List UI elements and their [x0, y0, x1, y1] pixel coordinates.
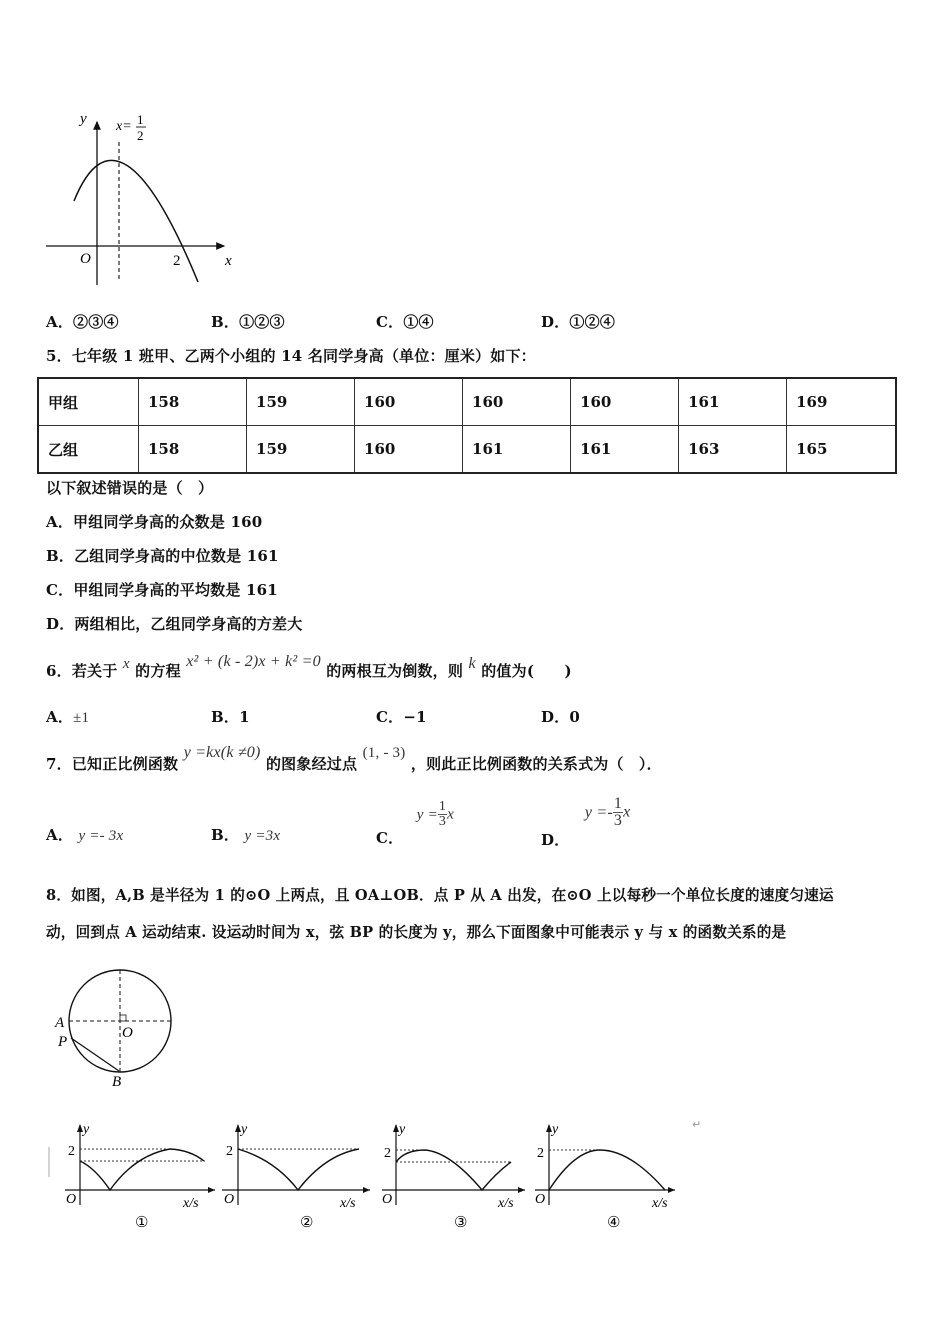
q4-axis-den: 2 [137, 128, 144, 143]
q6-option-c[interactable] [376, 706, 427, 727]
option-label: B． [211, 826, 240, 844]
option-label: A． [46, 313, 74, 331]
label-o: O [122, 1025, 133, 1041]
option-text: y =- 3x [78, 828, 124, 844]
q8-graph-4[interactable] [530, 1115, 680, 1235]
q6-equation: x² + (k - 2)x + k² =0 [186, 653, 321, 670]
option-label: A． [46, 513, 74, 531]
fraction-num: 1 [613, 795, 623, 812]
option-text: y =3x [244, 828, 281, 844]
q6-option-b[interactable] [211, 706, 250, 727]
q4-root-label: 2 [173, 253, 181, 269]
q7-option-d[interactable] [541, 795, 631, 849]
graph-origin-label: O [224, 1192, 235, 1207]
option-label: D． [541, 313, 570, 331]
q4-option-a[interactable] [46, 311, 119, 332]
label-b: B [112, 1074, 122, 1090]
label-p: P [58, 1034, 68, 1050]
q6-var-k: k [468, 655, 476, 672]
q4-option-b[interactable] [211, 311, 285, 332]
q6-var-x: x [122, 656, 130, 672]
table-cell: 160 [355, 426, 463, 474]
fraction-num: 1 [438, 799, 447, 814]
option-label: A． [46, 708, 74, 726]
q8-graph-1[interactable] [40, 1115, 215, 1235]
q8-stem-line1: 8．如图，A,B 是半径为 1 的⊙O 上两点，且 OA⊥OB．点 P 从 A 出发，在⊙O 上以每秒一个单位长度的速度匀速运 [46, 887, 834, 904]
option-text: −1 [403, 708, 427, 726]
table-cell: 165 [787, 426, 896, 474]
table-cell: 159 [247, 426, 355, 474]
option-label: D． [541, 708, 570, 726]
q4-parabola-figure [40, 105, 240, 285]
option-text: 甲组同学身高的平均数是 161 [73, 581, 278, 599]
graph-y-label: y [83, 1122, 90, 1137]
option-text: ②③④ [73, 313, 119, 331]
q4-x-label: x [225, 253, 232, 269]
option-text: ±1 [73, 710, 90, 726]
graph-y-label: y [399, 1122, 406, 1137]
table-cell: 161 [571, 426, 679, 474]
table-cell: 158 [139, 426, 247, 474]
option-label: A． [46, 826, 74, 844]
q7-option-c[interactable] [376, 799, 454, 847]
graph-id-label: ① [135, 1215, 149, 1231]
graph-x-label: x/s [340, 1196, 356, 1211]
fraction-den: 3 [438, 814, 447, 829]
q8-stem-line2: 动，回到点 A 运动结束. 设运动时间为 x，弦 BP 的长度为 y，那么下面图象中可能表示 y 与 x 的函数关系的是 [46, 924, 787, 941]
q5-height-table [37, 377, 897, 474]
table-cell: 163 [679, 426, 787, 474]
graph-tick-label: 2 [384, 1146, 391, 1161]
option-text: 1 [239, 708, 250, 726]
q4-y-label: y [80, 111, 87, 127]
table-cell-group: 乙组 [38, 426, 139, 474]
graph-tick-label: 2 [68, 1144, 75, 1159]
fraction [438, 800, 447, 829]
q6-option-d[interactable] [541, 706, 580, 727]
table-cell: 160 [355, 378, 463, 426]
fraction [613, 796, 623, 829]
table-row [38, 378, 896, 426]
option-prefix: y =- [584, 803, 613, 821]
table-cell-group: 甲组 [38, 378, 139, 426]
table-cell: 161 [679, 378, 787, 426]
q5-question: 以下叙述错误的是（ ） [46, 479, 214, 497]
table-cell: 160 [463, 378, 571, 426]
q5-option-b[interactable] [46, 545, 279, 566]
graph-id-label: ③ [454, 1215, 468, 1231]
q4-option-c[interactable] [376, 311, 434, 332]
graph-x-label: x/s [498, 1196, 514, 1211]
option-text: 乙组同学身高的中位数是 161 [74, 547, 279, 565]
q7-option-b[interactable] [211, 824, 280, 845]
q6-stem [46, 653, 572, 681]
q7-function: y =kx(k ≠0) [183, 744, 261, 761]
option-text: ①②③ [239, 313, 285, 331]
q4-axis-line-label: x= [116, 119, 132, 134]
option-label: C． [376, 708, 404, 726]
option-label: C． [376, 313, 404, 331]
q5-stem: 5．七年级 1 班甲、乙两个小组的 14 名同学身高（单位：厘米）如下： [46, 347, 536, 365]
option-label: D． [46, 615, 75, 633]
graph-x-label: x/s [183, 1196, 199, 1211]
table-cell: 169 [787, 378, 896, 426]
q6-stem-part: 的两根互为倒数，则 [326, 662, 464, 680]
q8-circle-figure [50, 965, 185, 1090]
q6-stem-part: 6．若关于 [46, 662, 118, 680]
q5-option-c[interactable] [46, 579, 278, 600]
option-text: ①②④ [569, 313, 616, 331]
q7-option-a[interactable] [46, 824, 123, 845]
graph-y-label: y [552, 1122, 559, 1137]
graph-y-label: y [241, 1122, 248, 1137]
label-a: A [55, 1015, 65, 1031]
q7-stem-part: ，则此正比例函数的关系式为（ ）． [410, 755, 662, 773]
option-suffix: x [623, 803, 631, 821]
graph-tick-label: 2 [226, 1144, 233, 1159]
option-prefix: y = [416, 806, 438, 823]
table-cell: 159 [247, 378, 355, 426]
option-label: C． [376, 828, 404, 847]
graph-id-label: ② [300, 1215, 314, 1231]
table-cell: 161 [463, 426, 571, 474]
option-text: 两组相比，乙组同学身高的方差大 [74, 615, 303, 633]
q6-stem-part: 的方程 [135, 662, 181, 680]
option-label: B． [211, 313, 240, 331]
option-text: 0 [569, 708, 581, 726]
graph-origin-label: O [66, 1192, 77, 1207]
graph-id-label: ④ [607, 1215, 621, 1231]
graph-origin-label: O [535, 1192, 546, 1207]
graph-origin-label: O [382, 1192, 393, 1207]
q7-point: (1, - 3) [362, 745, 406, 761]
q5-option-d[interactable] [46, 613, 302, 634]
table-row [38, 426, 896, 474]
q7-stem [46, 744, 662, 774]
q8-graph-3[interactable] [375, 1115, 535, 1235]
graph-tick-label: 2 [537, 1146, 544, 1161]
table-cell: 158 [139, 378, 247, 426]
option-label: B． [46, 547, 75, 565]
q7-stem-part: 的图象经过点 [265, 755, 358, 773]
q4-origin-label: O [80, 251, 91, 267]
return-mark-icon: ↵ [692, 1118, 702, 1131]
option-text: 甲组同学身高的众数是 160 [73, 513, 263, 531]
option-suffix: x [447, 806, 454, 823]
q6-option-a[interactable] [46, 706, 89, 727]
graph-x-label: x/s [652, 1196, 668, 1211]
q8-graph-2[interactable] [215, 1115, 375, 1235]
option-label: B． [211, 708, 240, 726]
option-label: D． [541, 830, 570, 849]
q5-option-a[interactable] [46, 511, 262, 532]
q7-stem-part: 7．已知正比例函数 [46, 755, 179, 773]
q4-option-d[interactable] [541, 311, 615, 332]
fraction-den: 3 [613, 812, 623, 829]
q4-axis-num: 1 [137, 112, 144, 127]
option-label: C． [46, 581, 74, 599]
q6-stem-part: 的值为( ) [481, 662, 572, 680]
option-text: ①④ [403, 313, 434, 331]
table-cell: 160 [571, 378, 679, 426]
